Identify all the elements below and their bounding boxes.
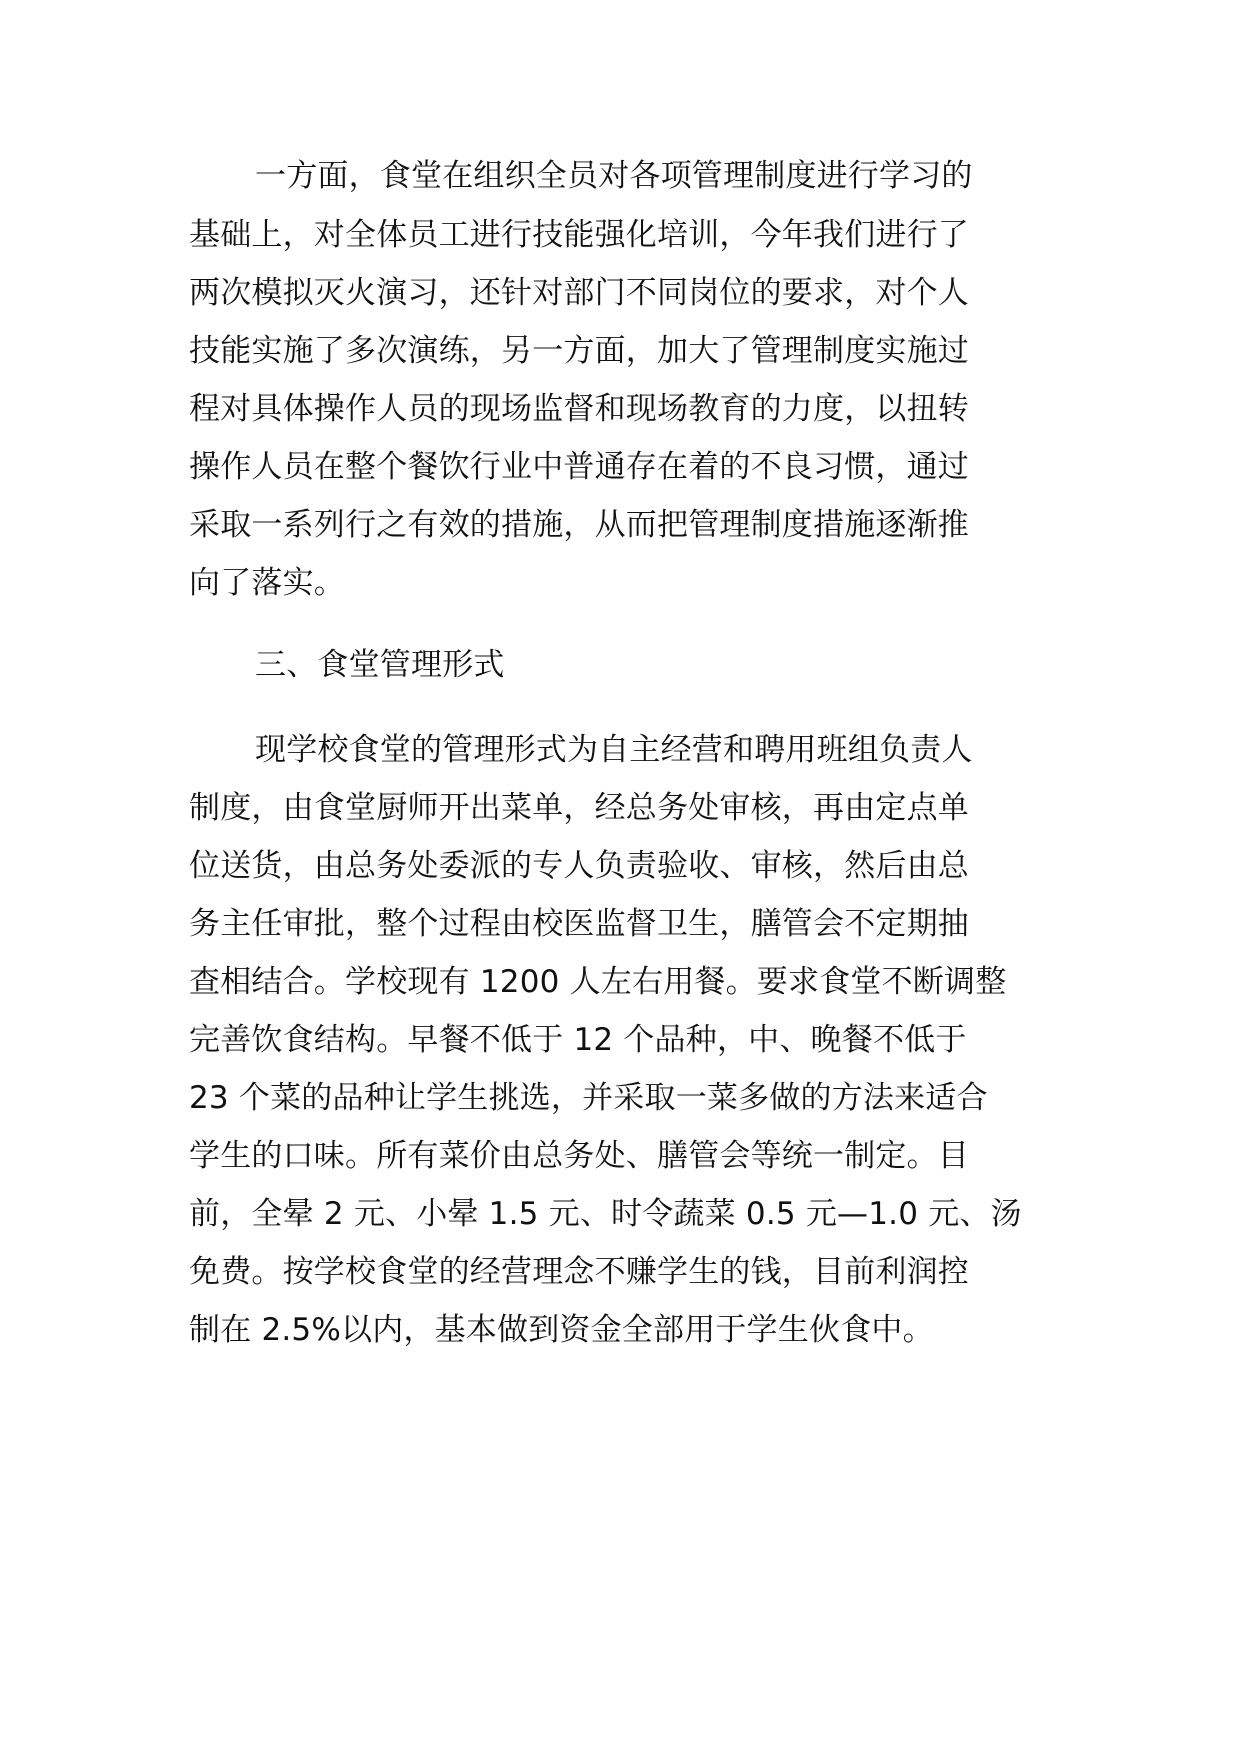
paragraph-1-line-8: 向了落实。	[189, 565, 345, 601]
paragraph-1-line-6: 操作人员在整个餐饮行业中普通存在着的不良习惯，通过	[189, 449, 969, 485]
paragraph-2-line-8: 学生的口味。所有菜价由总务处、膳管会等统一制定。目	[189, 1138, 969, 1174]
paragraph-2-line-10: 免费。按学校食堂的经营理念不赚学生的钱，目前利润控	[189, 1254, 969, 1290]
paragraph-1-line-2: 基础上，对全体员工进行技能强化培训，今年我们进行了	[189, 217, 969, 253]
paragraph-1-line-3: 两次模拟灭火演习，还针对部门不同岗位的要求，对个人	[189, 275, 969, 311]
paragraph-1-line-4: 技能实施了多次演练，另一方面，加大了管理制度实施过	[189, 333, 969, 369]
paragraph-2-line-1: 现学校食堂的管理形式为自主经营和聘用班组负责人	[255, 732, 973, 768]
paragraph-2-line-11: 制在 2.5%以内，基本做到资金全部用于学生伙食中。	[189, 1312, 934, 1348]
section-heading: 三、食堂管理形式	[255, 647, 505, 683]
paragraph-2-line-6: 完善饮食结构。早餐不低于 12 个品种，中、晚餐不低于	[189, 1022, 967, 1058]
paragraph-2-line-2: 制度，由食堂厨师开出菜单，经总务处审核，再由定点单	[189, 790, 969, 826]
paragraph-2-line-9: 前，全晕 2 元、小晕 1.5 元、时令蔬菜 0.5 元—1.0 元、汤	[189, 1196, 1022, 1232]
paragraph-2-line-7: 23 个菜的品种让学生挑选，并采取一菜多做的方法来适合	[189, 1080, 988, 1116]
paragraph-2-line-3: 位送货，由总务处委派的专人负责验收、审核，然后由总	[189, 848, 969, 884]
paragraph-2-line-4: 务主任审批，整个过程由校医监督卫生，膳管会不定期抽	[189, 906, 969, 942]
paragraph-1-line-5: 程对具体操作人员的现场监督和现场教育的力度，以扭转	[189, 391, 969, 427]
paragraph-1-line-7: 采取一系列行之有效的措施，从而把管理制度措施逐渐推	[189, 507, 969, 543]
paragraph-1-line-1: 一方面，食堂在组织全员对各项管理制度进行学习的	[255, 158, 973, 194]
paragraph-2-line-5: 查相结合。学校现有 1200 人左右用餐。要求食堂不断调整	[189, 964, 1007, 1000]
